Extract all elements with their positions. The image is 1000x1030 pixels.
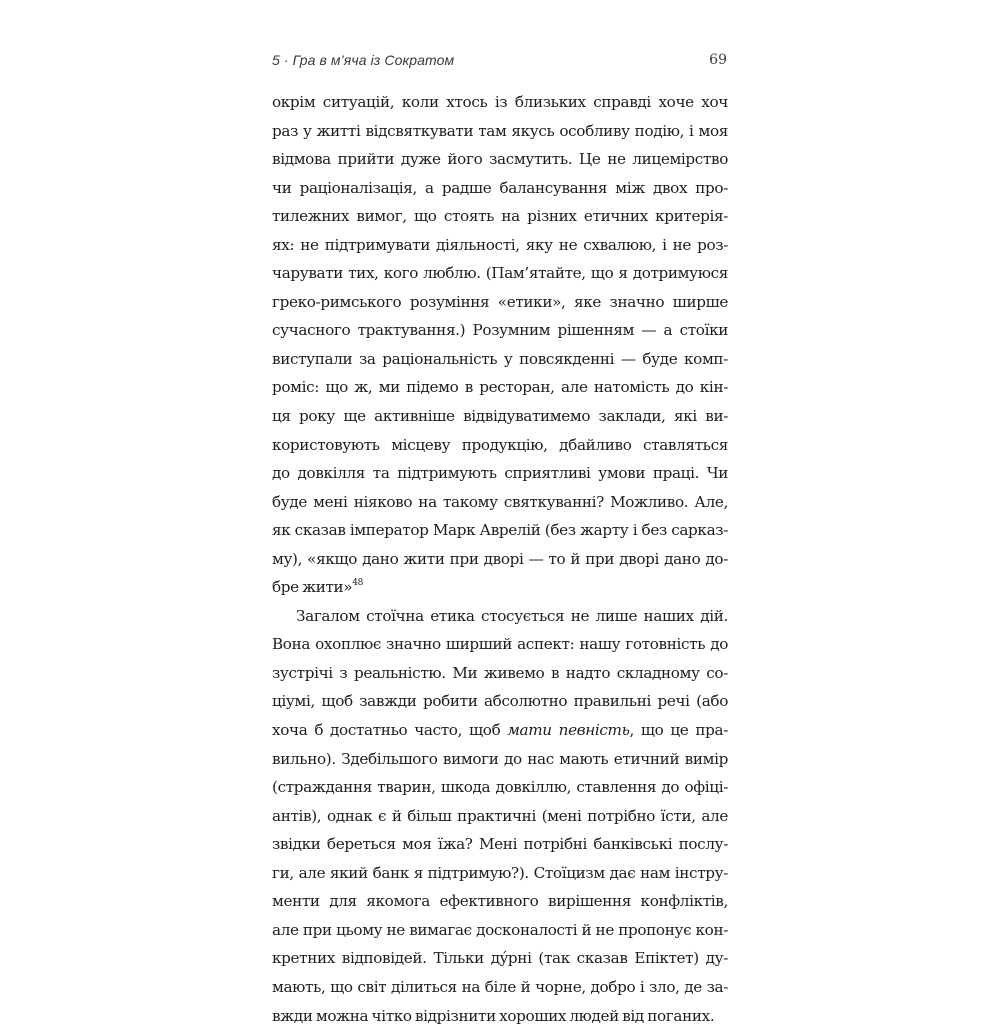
text-line: ях: не підтримувати діяльності, яку не схвалюю, і не роз-: [272, 231, 728, 260]
text-line: менти для якомога ефективного вирішення конфліктів,: [272, 887, 728, 916]
text-line-paragraph-end: вжди можна чітко відрізнити хороших людей від поганих.: [272, 1002, 728, 1030]
text-line: антів), однак є й більш практичні (мені потрібно їсти, але: [272, 802, 728, 831]
text-line: раз у житті відсвяткувати там якусь особливу подію, і моя: [272, 117, 728, 146]
text-line: ця року ще активніше відвідуватимемо заклади, які ви-: [272, 402, 728, 431]
text-line: роміс: що ж, ми підемо в ресторан, але натомість до кін-: [272, 373, 728, 402]
text-line: ціумі, щоб завжди робити абсолютно правильні речі (або: [272, 687, 728, 716]
italic-phrase: мати певність: [507, 721, 629, 739]
text-line: сучасного трактування.) Розумним рішенням — а стоїки: [272, 316, 728, 345]
text-line: тилежних вимог, що стоять на різних етичних критерія-: [272, 202, 728, 231]
text-line-paragraph-end: [272, 573, 728, 602]
text-line: виступали за раціональність у повсякденні — буде комп-: [272, 345, 728, 374]
text-line: му), «якщо дано жити при дворі — то й при дворі дано до-: [272, 545, 728, 574]
text-line: відмова прийти дуже його засмутить. Це не лицемірство: [272, 145, 728, 174]
text-line: але при цьому не вимагає досконалості й не пропонує кон-: [272, 916, 728, 945]
text-line: (страждання тварин, шкода довкіллю, ставлення до офіці-: [272, 773, 728, 802]
text-line: ги, але який банк я підтримую?). Стоїцизм дає нам інстру-: [272, 859, 728, 888]
chapter-title: 5 · Гра в м’яча із Сократом: [272, 52, 454, 68]
text-run: , що це пра-: [630, 721, 729, 739]
text-line: вильно). Здебільшого вимоги до нас мають етичний вимір: [272, 745, 728, 774]
text-line: користовують місцеву продукцію, дбайливо ставляться: [272, 431, 728, 460]
text-line: Вона охоплює значно ширший аспект: нашу готовність до: [272, 630, 728, 659]
running-head: [272, 52, 727, 74]
footnote-ref[interactable]: 48: [352, 578, 363, 588]
text-line-with-italic: [272, 716, 728, 745]
page-number: 69: [709, 52, 727, 68]
text-line: кретних відповідей. Тільки дýрні (так сказав Епіктет) ду-: [272, 944, 728, 973]
text-line: як сказав імператор Марк Аврелій (без жарту і без сарказ-: [272, 516, 728, 545]
text-line: окрім ситуацій, коли хтось із близьких справді хоче хоч: [272, 88, 728, 117]
text-line: до довкілля та підтримують сприятливі умови праці. Чи: [272, 459, 728, 488]
text-run: бре жити»: [272, 578, 352, 596]
text-line: чарувати тих, кого люблю. (Пам’ятайте, що я дотримуюся: [272, 259, 728, 288]
text-line: звідки береться моя їжа? Мені потрібні банківські послу-: [272, 830, 728, 859]
text-run: хоча б достатньо часто, щоб: [272, 721, 507, 739]
text-line: чи раціоналізація, а радше балансування між двох про-: [272, 174, 728, 203]
text-line: мають, що світ ділиться на біле й чорне, добро і зло, де за-: [272, 973, 728, 1002]
text-line-paragraph-start: Загалом стоїчна етика стосується не лише наших дій.: [272, 602, 728, 631]
text-line: буде мені ніяково на такому святкуванні? Можливо. Але,: [272, 488, 728, 517]
body-text: [272, 88, 728, 1030]
text-line: зустрічі з реальністю. Ми живемо в надто складному со-: [272, 659, 728, 688]
text-line: греко-римського розуміння «етики», яке значно ширше: [272, 288, 728, 317]
